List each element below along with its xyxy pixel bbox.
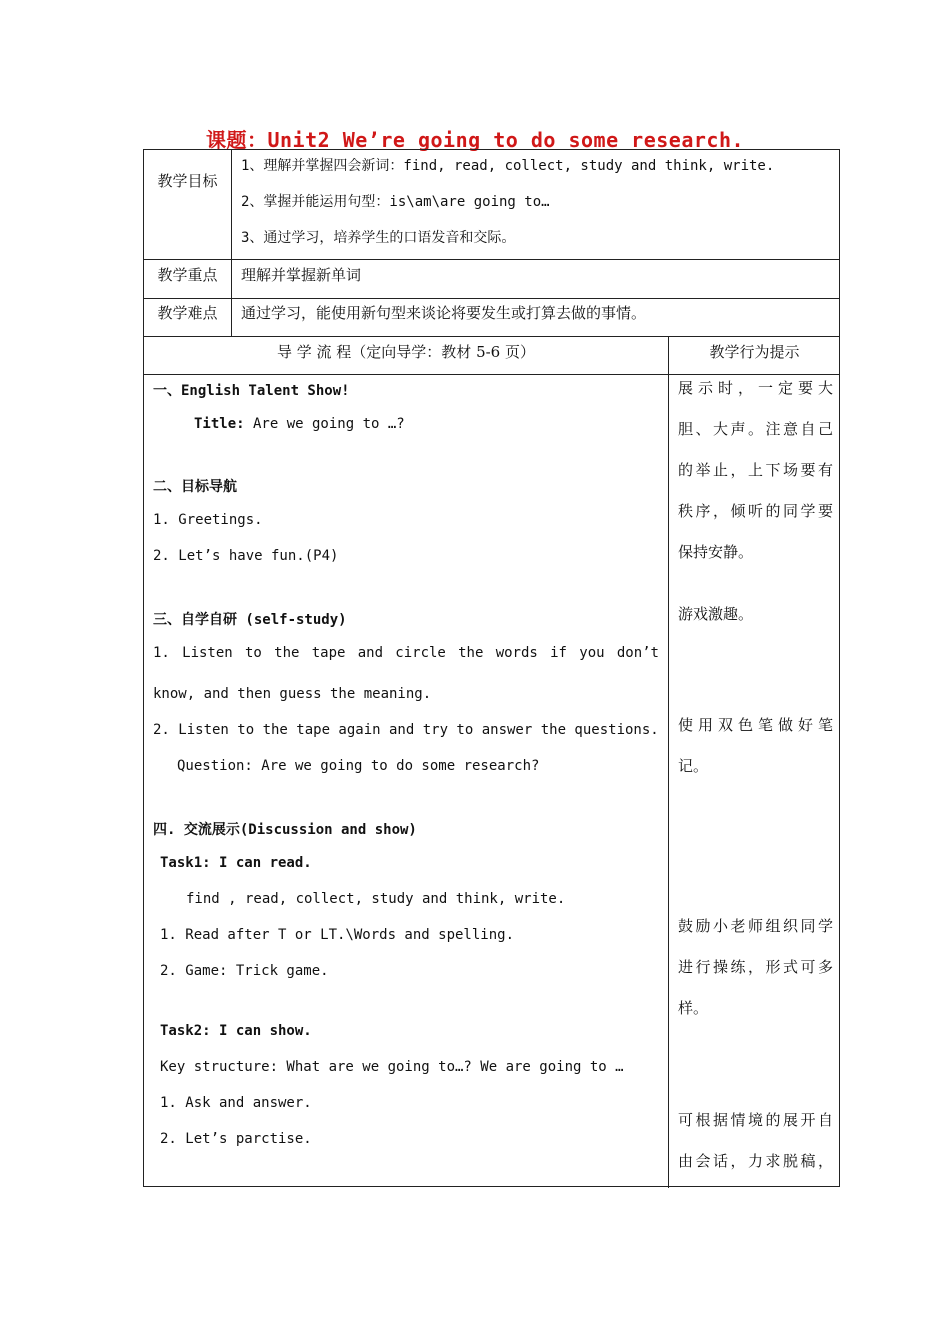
section-heading: 四. 交流展示(Discussion and show): [153, 822, 417, 838]
page-title: 课题：Unit2 We’re going to do some research.: [205, 128, 745, 152]
hint-line: 的举止，上下场要有: [678, 461, 833, 479]
task-heading: Task2: I can show.: [160, 1023, 312, 1039]
section-line: [194, 416, 405, 432]
hint-block: [678, 1100, 833, 1182]
difficulty-label: 教学难点: [157, 304, 218, 322]
title-label: Title:: [194, 416, 245, 432]
title-text: Are we going to …?: [244, 416, 405, 432]
task-heading: Task1: I can read.: [160, 855, 312, 871]
hint-block: [678, 368, 833, 573]
section-line: Key structure: What are we going to…? We are going to …: [160, 1059, 624, 1075]
hint-line: 记。: [678, 757, 709, 775]
lesson-plan-table: [143, 149, 840, 1187]
hint-line: 进行操练，形式可多: [678, 958, 833, 976]
section-line: find , read, collect, study and think, write.: [186, 891, 566, 907]
row-divider: [144, 336, 839, 337]
section-heading: 三、自学自研 (self-study): [153, 612, 347, 628]
section-line: 2. Listen to the tape again and try to answer the questions.: [153, 722, 659, 738]
section-line: 1. Listen to the tape and circle the words if you don’t: [153, 645, 659, 661]
difficulty-text: 通过学习，能使用新句型来谈论将要发生或打算去做的事情。: [241, 304, 647, 322]
column-divider: [668, 336, 669, 1188]
section-line: 2. Let’s have fun.(P4): [153, 548, 339, 564]
section-line: Question: Are we going to do some research?: [177, 758, 540, 774]
hint-block: [678, 705, 833, 787]
row-divider: [144, 298, 839, 299]
hint-line: 游戏激趣。: [678, 605, 754, 623]
hint-block: [678, 594, 833, 635]
hint-header: 教学行为提示: [709, 343, 800, 361]
section-line: 2. Let’s parctise.: [160, 1131, 312, 1147]
section-line: 1. Greetings.: [153, 512, 263, 528]
hint-block: [678, 906, 833, 1029]
hint-line: 秩序，倾听的同学要: [678, 502, 833, 520]
objective-item: 2、掌握并能运用句型：is\am\are going to…: [241, 194, 550, 210]
column-divider: [231, 150, 232, 336]
section-line: 2. Game: Trick game.: [160, 963, 329, 979]
hint-line: 鼓励小老师组织同学: [678, 917, 833, 935]
hint-line: 保持安静。: [678, 543, 754, 561]
hint-line: 样。: [678, 999, 709, 1017]
key-point-text: 理解并掌握新单词: [241, 266, 362, 284]
flow-header: 导 学 流 程（定向导学：教材 5-6 页）: [277, 343, 535, 361]
hint-line: 由会话，力求脱稿，: [678, 1152, 833, 1170]
objective-item: 3、通过学习，培养学生的口语发音和交际。: [241, 230, 516, 246]
hint-line: 胆、大声。注意自己: [678, 420, 833, 438]
section-heading: 二、目标导航: [153, 479, 237, 495]
section-line: 1. Ask and answer.: [160, 1095, 312, 1111]
key-point-label: 教学重点: [157, 266, 218, 284]
section-line: know, and then guess the meaning.: [153, 686, 432, 702]
section-line: 1. Read after T or LT.\Words and spelling.: [160, 927, 515, 943]
hint-line: 使用双色笔做好笔: [678, 716, 833, 734]
hint-line: 可根据情境的展开自: [678, 1111, 833, 1129]
hint-line: 展示时，一定要大: [678, 379, 833, 397]
section-heading: 一、English Talent Show!: [153, 383, 350, 399]
objective-item: 1、理解并掌握四会新词：find, read, collect, study and think, write.: [241, 158, 775, 174]
objectives-label: 教学目标: [157, 172, 218, 190]
row-divider: [144, 259, 839, 260]
